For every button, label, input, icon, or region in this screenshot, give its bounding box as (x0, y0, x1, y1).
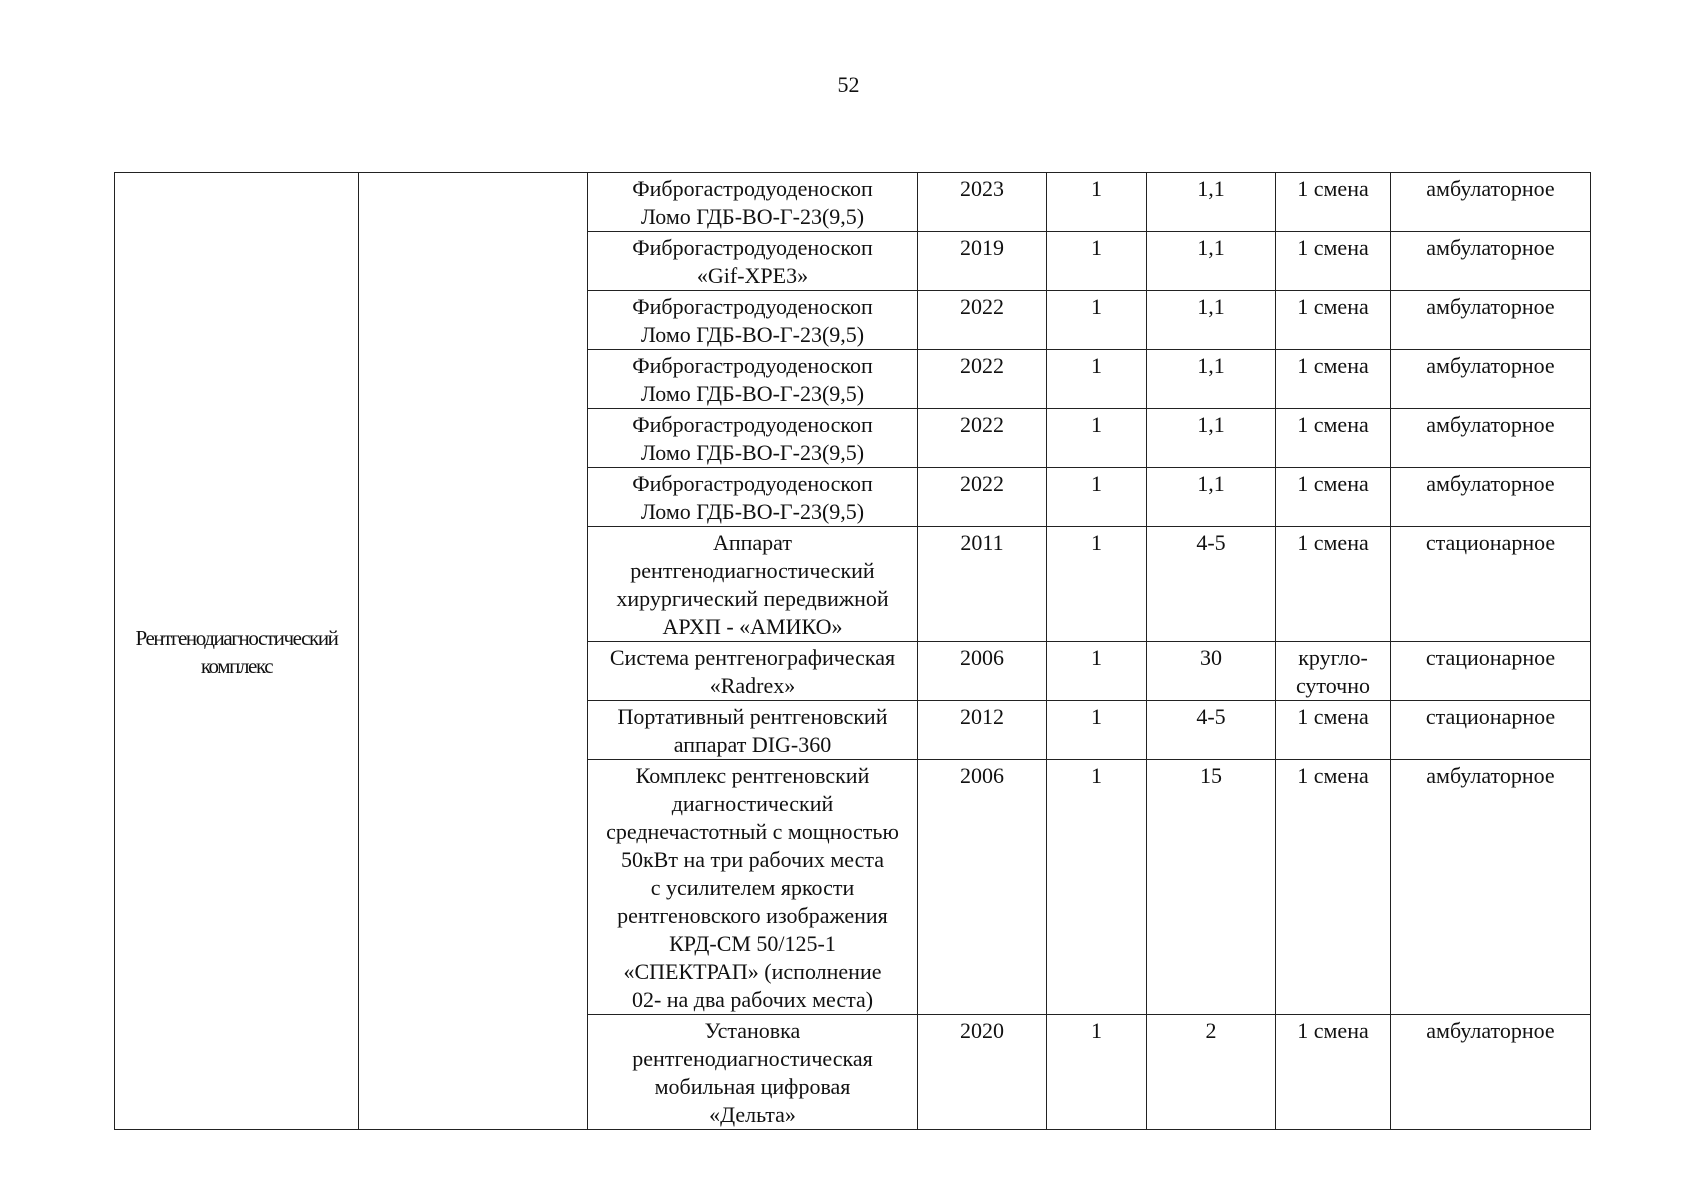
quantity-cell: 1 (1047, 527, 1147, 642)
mode-cell: амбулаторное (1391, 232, 1591, 291)
equipment-name-cell: Комплекс рентгеновский диагностический среднечастотный с мощностью 50кВт на три рабочих места с усилителем яркости рентгеновского изображения КРД-СМ 50/125-1 «СПЕКТРАП» (исполнение 02- на два рабочих места) (588, 760, 918, 1015)
mode-cell: стационарное (1391, 701, 1591, 760)
shift-cell: 1 смена (1276, 291, 1391, 350)
equipment-name-cell: Фиброгастродуоденоскоп Ломо ГДБ-ВО-Г-23(9,5) (588, 409, 918, 468)
year-cell: 2020 (918, 1015, 1047, 1130)
section-label-cell: Рентгенодиагностический комплекс (115, 173, 359, 1130)
quantity-cell: 1 (1047, 701, 1147, 760)
equipment-name-cell: Фиброгастродуоденоскоп Ломо ГДБ-ВО-Г-23(9,5) (588, 291, 918, 350)
year-cell: 2019 (918, 232, 1047, 291)
shift-cell: 1 смена (1276, 232, 1391, 291)
mode-cell: амбулаторное (1391, 409, 1591, 468)
equipment-name-cell: Фиброгастродуоденоскоп «Gif-XPE3» (588, 232, 918, 291)
mode-cell: стационарное (1391, 642, 1591, 701)
year-cell: 2022 (918, 291, 1047, 350)
year-cell: 2022 (918, 409, 1047, 468)
equipment-table (114, 172, 1591, 1130)
quantity-cell: 1 (1047, 173, 1147, 232)
quantity-cell: 1 (1047, 468, 1147, 527)
year-cell: 2012 (918, 701, 1047, 760)
mode-cell: амбулаторное (1391, 468, 1591, 527)
load-cell: 1,1 (1147, 173, 1276, 232)
shift-cell: 1 смена (1276, 701, 1391, 760)
load-cell: 2 (1147, 1015, 1276, 1130)
year-cell: 2023 (918, 173, 1047, 232)
equipment-name-cell: Система рентгенографическая «Radrex» (588, 642, 918, 701)
load-cell: 1,1 (1147, 350, 1276, 409)
mode-cell: амбулаторное (1391, 291, 1591, 350)
mode-cell: стационарное (1391, 527, 1591, 642)
equipment-name-cell: Фиброгастродуоденоскоп Ломо ГДБ-ВО-Г-23(9,5) (588, 173, 918, 232)
mode-cell: амбулаторное (1391, 760, 1591, 1015)
load-cell: 30 (1147, 642, 1276, 701)
empty-cell (359, 173, 588, 1130)
mode-cell: амбулаторное (1391, 350, 1591, 409)
year-cell: 2022 (918, 350, 1047, 409)
mode-cell: амбулаторное (1391, 1015, 1591, 1130)
shift-cell: кругло- суточно (1276, 642, 1391, 701)
year-cell: 2006 (918, 642, 1047, 701)
load-cell: 1,1 (1147, 232, 1276, 291)
quantity-cell: 1 (1047, 350, 1147, 409)
year-cell: 2022 (918, 468, 1047, 527)
load-cell: 1,1 (1147, 291, 1276, 350)
quantity-cell: 1 (1047, 232, 1147, 291)
shift-cell: 1 смена (1276, 468, 1391, 527)
mode-cell: амбулаторное (1391, 173, 1591, 232)
shift-cell: 1 смена (1276, 760, 1391, 1015)
shift-cell: 1 смена (1276, 527, 1391, 642)
shift-cell: 1 смена (1276, 1015, 1391, 1130)
year-cell: 2011 (918, 527, 1047, 642)
load-cell: 4-5 (1147, 701, 1276, 760)
shift-cell: 1 смена (1276, 350, 1391, 409)
equipment-name-cell: Установка рентгенодиагностическая мобильная цифровая «Дельта» (588, 1015, 918, 1130)
load-cell: 15 (1147, 760, 1276, 1015)
load-cell: 1,1 (1147, 409, 1276, 468)
quantity-cell: 1 (1047, 760, 1147, 1015)
year-cell: 2006 (918, 760, 1047, 1015)
equipment-name-cell: Фиброгастродуоденоскоп Ломо ГДБ-ВО-Г-23(9,5) (588, 468, 918, 527)
quantity-cell: 1 (1047, 1015, 1147, 1130)
shift-cell: 1 смена (1276, 173, 1391, 232)
load-cell: 1,1 (1147, 468, 1276, 527)
quantity-cell: 1 (1047, 291, 1147, 350)
equipment-name-cell: Фиброгастродуоденоскоп Ломо ГДБ-ВО-Г-23(9,5) (588, 350, 918, 409)
equipment-name-cell: Портативный рентгеновский аппарат DIG-360 (588, 701, 918, 760)
quantity-cell: 1 (1047, 642, 1147, 701)
page-number: 52 (837, 72, 860, 97)
table-row (115, 173, 1591, 232)
equipment-name-cell: Аппарат рентгенодиагностический хирургический передвижной АРХП - «АМИКО» (588, 527, 918, 642)
quantity-cell: 1 (1047, 409, 1147, 468)
load-cell: 4-5 (1147, 527, 1276, 642)
shift-cell: 1 смена (1276, 409, 1391, 468)
